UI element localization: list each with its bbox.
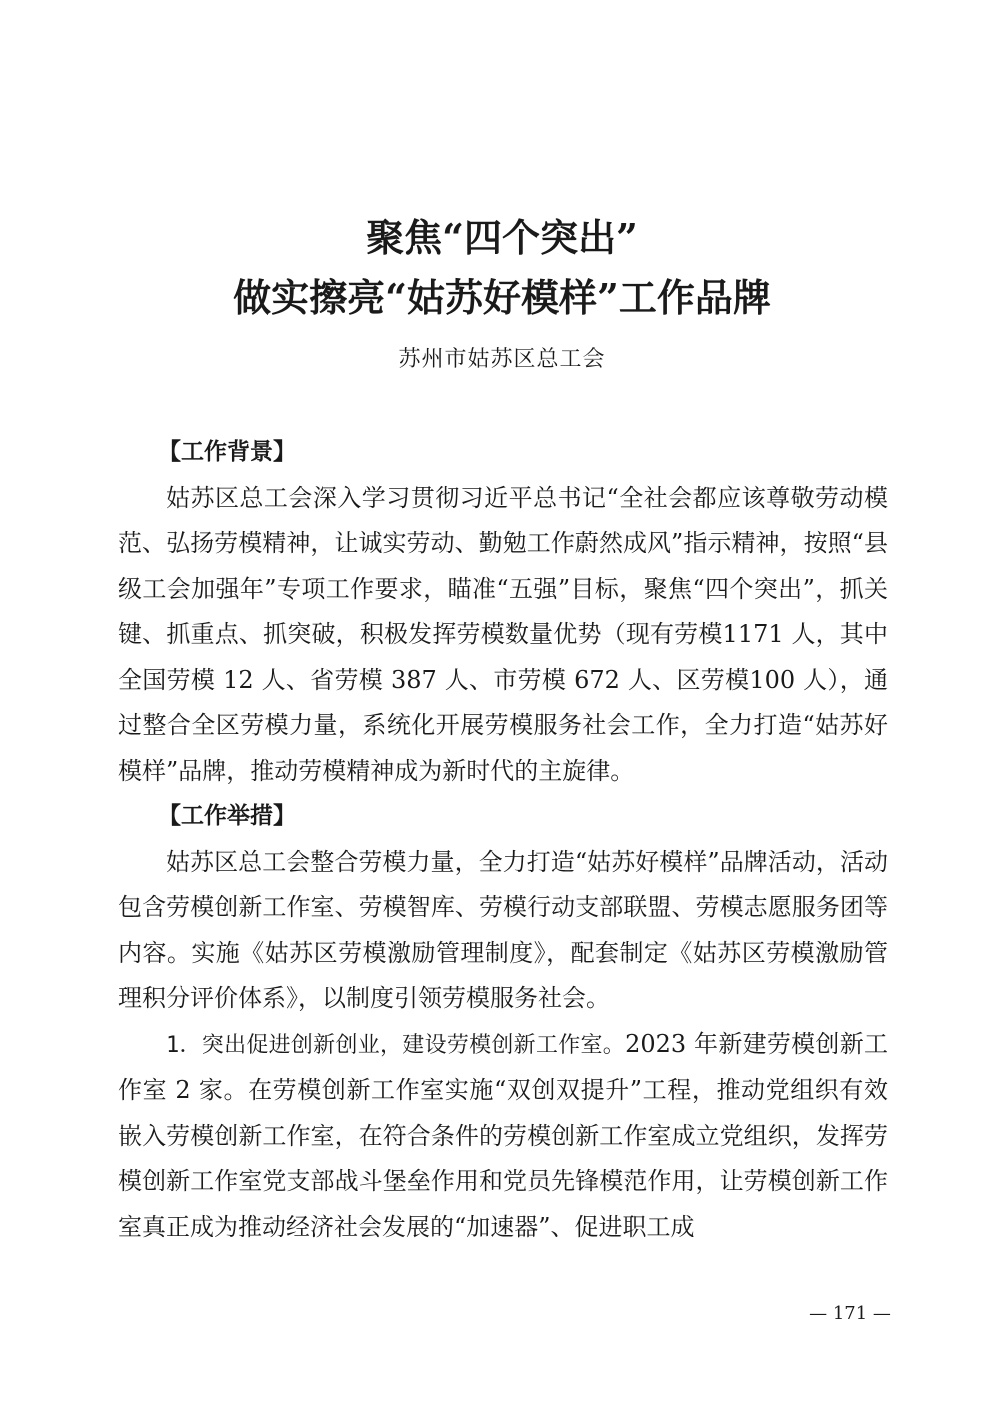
paragraph-background: 姑苏区总工会深入学习贯彻习近平总书记“全社会都应该尊敬劳动模范、弘扬劳模精神，让诚实劳动、勤勉工作蔚然成风”指示精神，按照“县级工会加强年”专项工作要求，瞄准“五强”目标，聚焦“四个突出”，抓关键、抓重点、抓突破，积极发挥劳模数量优势（现有劳模1171 人，其中全国劳模 12 人、省劳模 387 人、市劳模 672 人、区劳模100 人），通过整合全区劳模力量，系统化开展劳模服务社会工作，全力打造“姑苏好模样”品牌，推动劳模精神成为新时代的主旋律。 [118, 483, 888, 785]
document-title-line-2: 做实擦亮“姑苏好模样”工作品牌 [233, 275, 771, 320]
paragraph-item-1 [118, 1022, 888, 1251]
document-body [118, 430, 888, 1250]
item-1-body: 2023 年新建劳模创新工作室 2 家。在劳模创新工作室实施“双创双提升”工程，推动党组织有效嵌入劳模创新工作室，在符合条件的劳模创新工作室成立党组织，发挥劳模创新工作室党支部战斗堡垒作用和党员先锋模范作用，让劳模创新工作室真正成为推动经济社会发展的“加速器”、促进职工成 [118, 1029, 888, 1241]
paragraph-measures: 姑苏区总工会整合劳模力量，全力打造“姑苏好模样”品牌活动，活动包含劳模创新工作室、劳模智库、劳模行动支部联盟、劳模志愿服务团等内容。实施《姑苏区劳模激励管理制度》，配套制定《姑苏区劳模激励管理积分评价体系》，以制度引领劳模服务社会。 [118, 847, 888, 1012]
document-author: 苏州市姑苏区总工会 [398, 347, 606, 372]
item-1-lead: 1．突出促进创新创业，建设劳模创新工作室。 [166, 1032, 626, 1058]
section-heading-measures: 【工作举措】 [158, 803, 296, 829]
section-heading-background: 【工作背景】 [158, 439, 296, 465]
page-number: — 171 — [809, 1303, 891, 1324]
document-title-line-1: 聚焦“四个突出” [366, 215, 638, 260]
